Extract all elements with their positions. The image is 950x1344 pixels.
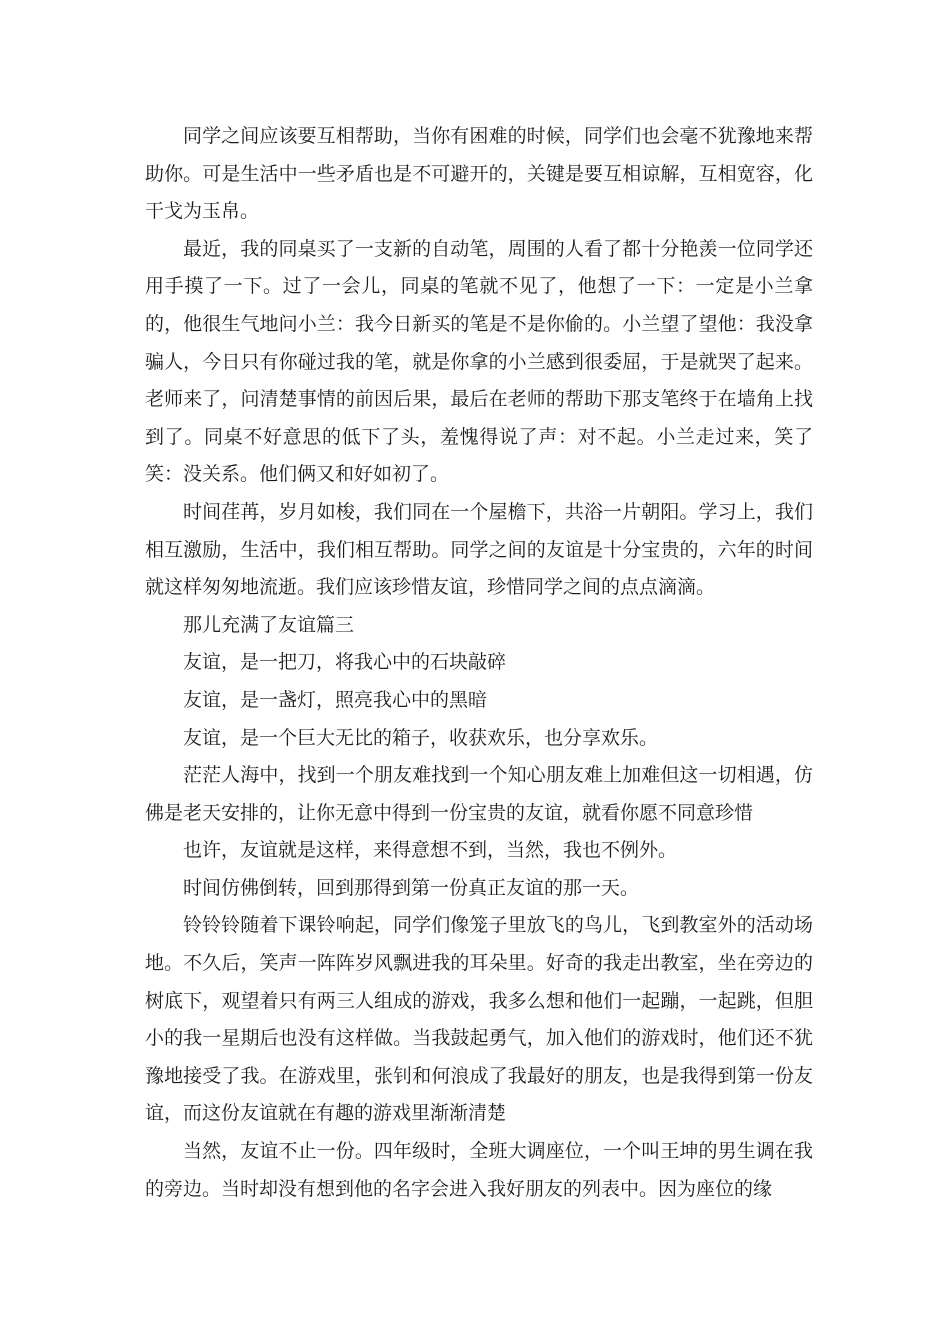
paragraph-11: 铃铃铃随着下课铃响起，同学们像笼子里放飞的鸟儿，飞到教室外的活动场地。不久后，笑声一阵阵岁风飘进我的耳朵里。好奇的我走出教室，坐在旁边的树底下，观望着只有两三人组成的游戏，我多么想和他们一起蹦，一起跳，但胆小的我一星期后也没有这样做。当我鼓起勇气，加入他们的游戏时，他们还不犹豫地接受了我。在游戏里，张钊和何浪成了我最好的朋友，也是我得到第一份友谊，而这份友谊就在有趣的游戏里渐渐清楚 xyxy=(145,914,813,1125)
paragraph-6: 友谊，是一盏灯，照亮我心中的黑暗 xyxy=(183,688,488,711)
section-title: 那儿充满了友谊篇三 xyxy=(183,613,355,636)
paragraph-10: 时间仿佛倒转，回到那得到第一份真正友谊的那一天。 xyxy=(183,876,640,899)
document-page xyxy=(145,118,813,1208)
paragraph-2: 最近，我的同桌买了一支新的自动笔，周围的人看了都十分艳羡一位同学还用手摸了一下。过了一会儿，同桌的笔就不见了，他想了一下：一定是小兰拿的，他很生气地问小兰：我今日新买的笔是不是你偷的。小兰望了望他：我没拿骗人，今日只有你碰过我的笔，就是你拿的小兰感到很委屈，于是就哭了起来。老师来了，问清楚事情的前因后果，最后在老师的帮助下那支笔终于在墙角上找到了。同桌不好意思的低下了头，羞愧得说了声：对不起。小兰走过来，笑了笑：没关系。他们俩又和好如初了。 xyxy=(145,237,813,486)
paragraph-12: 当然，友谊不止一份。四年级时，全班大调座位，一个叫王坤的男生调在我的旁边。当时却没有想到他的名字会进入我好朋友的列表中。因为座位的缘 xyxy=(145,1140,813,1200)
paragraph-1: 同学之间应该要互相帮助，当你有困难的时候，同学们也会毫不犹豫地来帮助你。可是生活中一些矛盾也是不可避开的，关键是要互相谅解，互相宽容，化干戈为玉帛。 xyxy=(145,125,813,223)
paragraph-5: 友谊，是一把刀，将我心中的石块敲碎 xyxy=(183,651,507,674)
paragraph-7: 友谊，是一个巨大无比的箱子，收获欢乐，也分享欢乐。 xyxy=(183,726,659,749)
paragraph-3: 时间荏苒，岁月如梭，我们同在一个屋檐下，共浴一片朝阳。学习上，我们相互激励，生活中，我们相互帮助。同学之间的友谊是十分宝贵的，六年的时间就这样匆匆地流逝。我们应该珍惜友谊，珍惜同学之间的点点滴滴。 xyxy=(145,500,813,599)
paragraph-8: 茫茫人海中，找到一个朋友难找到一个知心朋友难上加难但这一切相遇，仿佛是老天安排的，让你无意中得到一份宝贵的友谊，就看你愿不同意珍惜 xyxy=(145,764,813,824)
paragraph-9: 也许，友谊就是这样，来得意想不到，当然，我也不例外。 xyxy=(183,839,678,862)
